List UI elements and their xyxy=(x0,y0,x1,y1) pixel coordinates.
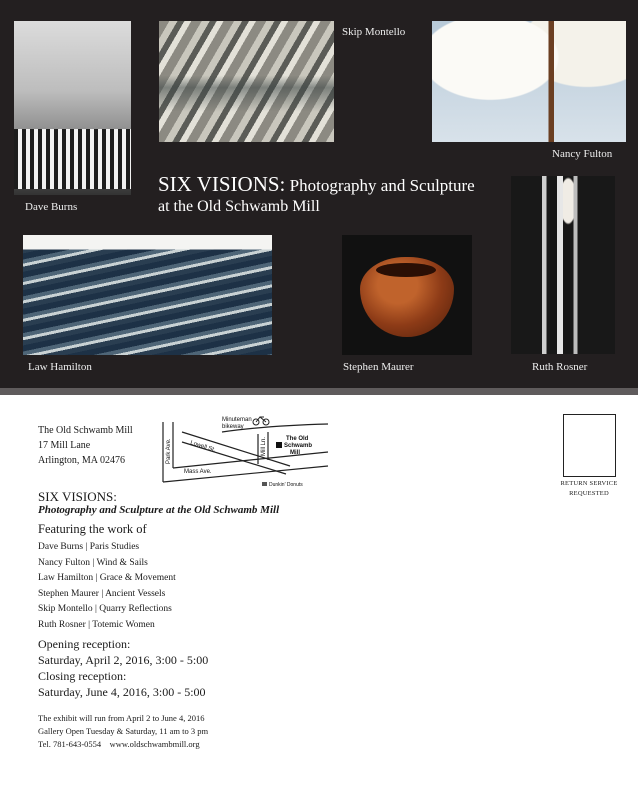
caption-stephen-maurer: Stephen Maurer xyxy=(343,361,414,373)
address-street: 17 Mill Lane xyxy=(38,440,91,451)
opening-label: Opening reception: xyxy=(38,637,131,651)
title-line-2: at the Old Schwamb Mill xyxy=(158,198,320,215)
closing-date: Saturday, June 4, 2016, 3:00 - 5:00 xyxy=(38,685,206,699)
location-map xyxy=(160,412,330,490)
photo-totemic-sculpture xyxy=(511,176,615,354)
map-label-park-ave: Park Ave. xyxy=(166,438,172,464)
postcard-front xyxy=(0,0,638,388)
map-label-lowell-st: Lowell St. xyxy=(189,440,217,454)
photo-eiffel-tower xyxy=(14,21,131,195)
caption-dave-burns: Dave Burns xyxy=(25,201,78,213)
address-city: Arlington, MA 02476 xyxy=(38,455,125,466)
dunkin-marker-icon xyxy=(262,482,267,486)
divider-band xyxy=(0,388,638,395)
closing-label: Closing reception: xyxy=(38,669,127,683)
map-label-dunkin: Dunkin' Donuts xyxy=(269,482,303,488)
list-item: Law Hamilton | Grace & Movement xyxy=(38,573,176,583)
map-label-mill-1: The Old xyxy=(286,436,309,442)
list-item: Dave Burns | Paris Studies xyxy=(38,542,140,552)
photo-quarry-reflection xyxy=(159,21,334,142)
return-line-1: RETURN SERVICE xyxy=(560,480,618,487)
title-caps: SIX VISIONS: xyxy=(158,172,286,196)
caption-law-hamilton: Law Hamilton xyxy=(28,361,92,373)
artist-list xyxy=(38,540,176,633)
vessel-rim xyxy=(376,263,436,277)
list-item: Ruth Rosner | Totemic Women xyxy=(38,619,155,630)
exhibit-info xyxy=(38,712,208,751)
photo-ship-sails xyxy=(432,21,626,142)
map-label-mass-ave: Mass Ave. xyxy=(184,469,212,475)
return-line-2: REQUESTED xyxy=(569,490,609,497)
photo-wooden-vessel xyxy=(342,235,472,355)
gallery-hours: Gallery Open Tuesday & Saturday, 11 am to 3 pm xyxy=(38,726,209,736)
map-label-bikeway: bikeway xyxy=(222,424,244,430)
list-item: Nancy Fulton | Wind & Sails xyxy=(38,557,148,568)
exhibit-title: SIX VISIONS: xyxy=(38,489,117,504)
stamp-box xyxy=(563,414,616,477)
exhibit-title-front xyxy=(158,174,475,218)
contact-line: Tel. 781-643-0554 www.oldschwambmill.org xyxy=(38,739,200,749)
return-service-notice xyxy=(553,479,625,499)
opening-date: Saturday, April 2, 2016, 3:00 - 5:00 xyxy=(38,653,209,667)
exhibit-subtitle: Photography and Sculpture at the Old Schwamb Mill xyxy=(38,504,280,516)
bicycle-icon xyxy=(253,417,269,425)
map-label-minuteman: Minuteman xyxy=(222,417,252,423)
list-item: Stephen Maurer | Ancient Vessels xyxy=(38,588,166,599)
map-label-mill-3: Mill xyxy=(290,450,300,456)
featuring-heading: Featuring the work of xyxy=(38,522,147,536)
map-mass-line-a xyxy=(173,452,328,468)
return-address xyxy=(38,423,133,468)
mill-marker-icon xyxy=(276,442,282,448)
map-label-mill-ln: Mill Ln. xyxy=(261,436,267,456)
caption-skip-montello: Skip Montello xyxy=(342,26,406,38)
title-rest: Photography and Sculpture xyxy=(289,176,475,195)
address-name: The Old Schwamb Mill xyxy=(38,425,133,436)
caption-ruth-rosner: Ruth Rosner xyxy=(532,361,588,373)
list-item: Skip Montello | Quarry Reflections xyxy=(38,604,172,614)
map-label-mill-2: Schwamb xyxy=(284,443,313,449)
exhibit-run: The exhibit will run from April 2 to June 4, 2016 xyxy=(38,713,205,723)
photo-ocean-wave xyxy=(23,235,272,355)
caption-nancy-fulton: Nancy Fulton xyxy=(552,148,613,160)
